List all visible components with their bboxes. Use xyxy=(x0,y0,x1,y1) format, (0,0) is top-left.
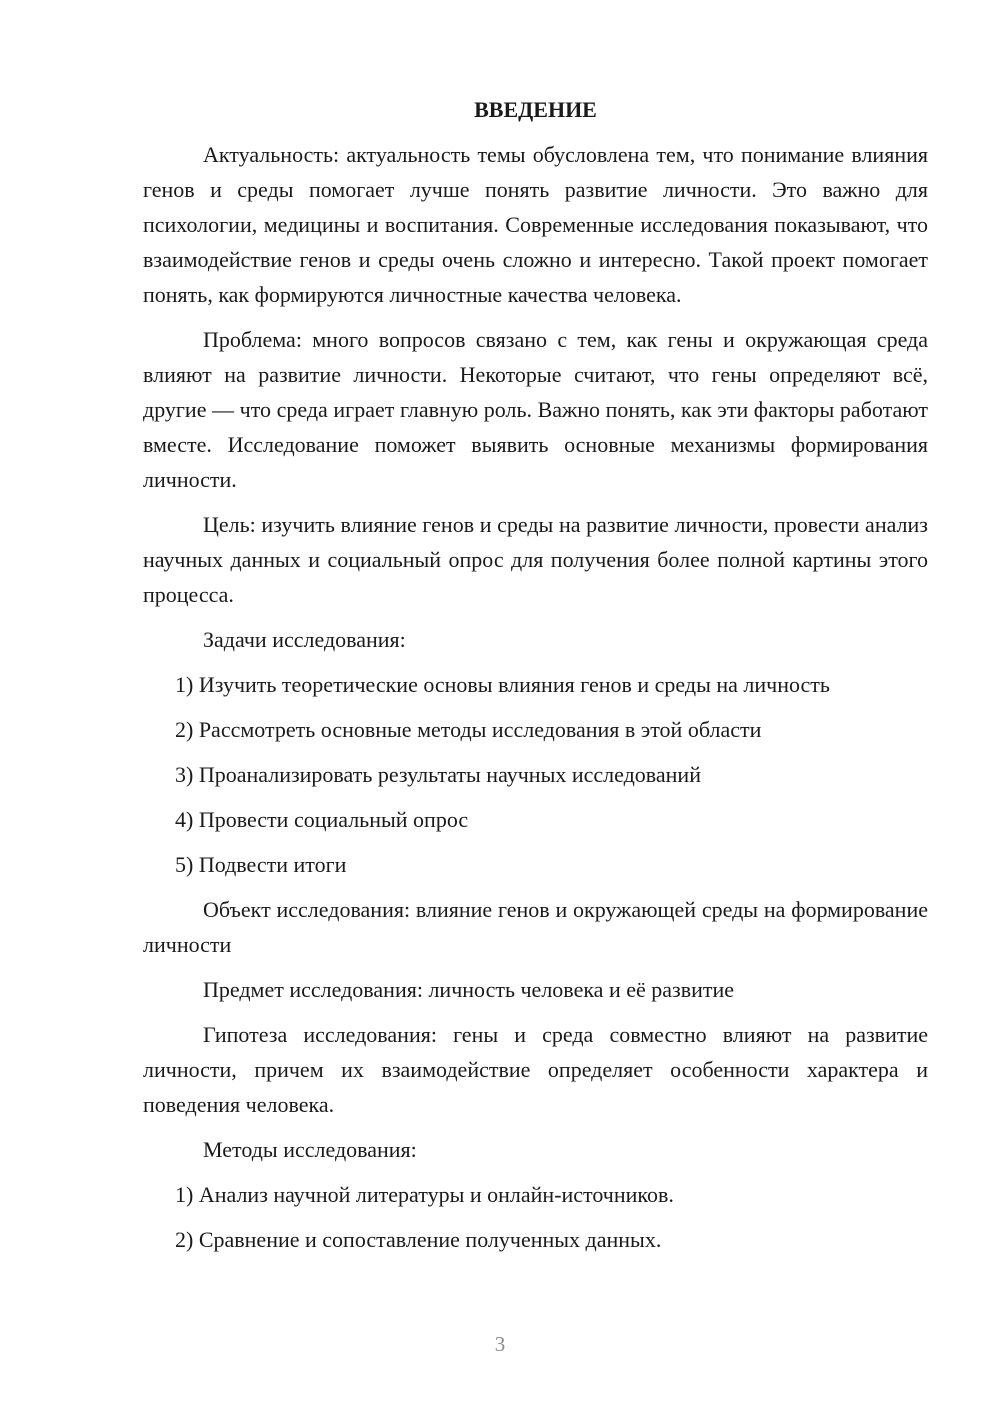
method-item: 2) Сравнение и сопоставление полученных данных. xyxy=(175,1227,662,1252)
method-item: 1) Анализ научной литературы и онлайн-источников. xyxy=(175,1182,674,1207)
problem-paragraph: Проблема: много вопросов связано с тем, как гены и окружающая среда влияют на развитие личности. Некоторые считают, что гены определяют всё, другие — что среда играет главную роль. Важно понять, как эти факторы работают вместе. Исследование поможет выявить основные механизмы формирования личности. xyxy=(143,327,928,492)
goal-paragraph: Цель: изучить влияние генов и среды на развитие личности, провести анализ научных данных и социальный опрос для получения более полной картины этого процесса. xyxy=(143,512,928,607)
hypothesis-paragraph: Гипотеза исследования: гены и среда совместно влияют на развитие личности, причем их взаимодействие определяет особенности характера и поведения человека. xyxy=(143,1022,928,1117)
task-item: 4) Провести социальный опрос xyxy=(175,807,469,832)
subject-paragraph: Предмет исследования: личность человека и её развитие xyxy=(203,977,735,1002)
page-number: 3 xyxy=(494,1332,506,1356)
task-item: 1) Изучить теоретические основы влияния генов и среды на личность xyxy=(175,672,830,697)
page-content xyxy=(143,92,928,1267)
task-item: 5) Подвести итоги xyxy=(175,852,347,877)
methods-heading: Методы исследования: xyxy=(203,1137,417,1162)
object-paragraph: Объект исследования: влияние генов и окружающей среды на формирование личности xyxy=(143,897,928,957)
tasks-heading: Задачи исследования: xyxy=(203,627,406,652)
task-item: 3) Проанализировать результаты научных исследований xyxy=(175,762,701,787)
section-title: ВВЕДЕНИЕ xyxy=(474,97,597,122)
relevance-paragraph: Актуальность: актуальность темы обусловлена тем, что понимание влияния генов и среды помогает лучше понять развитие личности. Это важно для психологии, медицины и воспитания. Современные исследования показывают, что взаимодействие генов и среды очень сложно и интересно. Такой проект помогает понять, как формируются личностные качества человека. xyxy=(143,142,928,307)
task-item: 2) Рассмотреть основные методы исследования в этой области xyxy=(175,717,762,742)
